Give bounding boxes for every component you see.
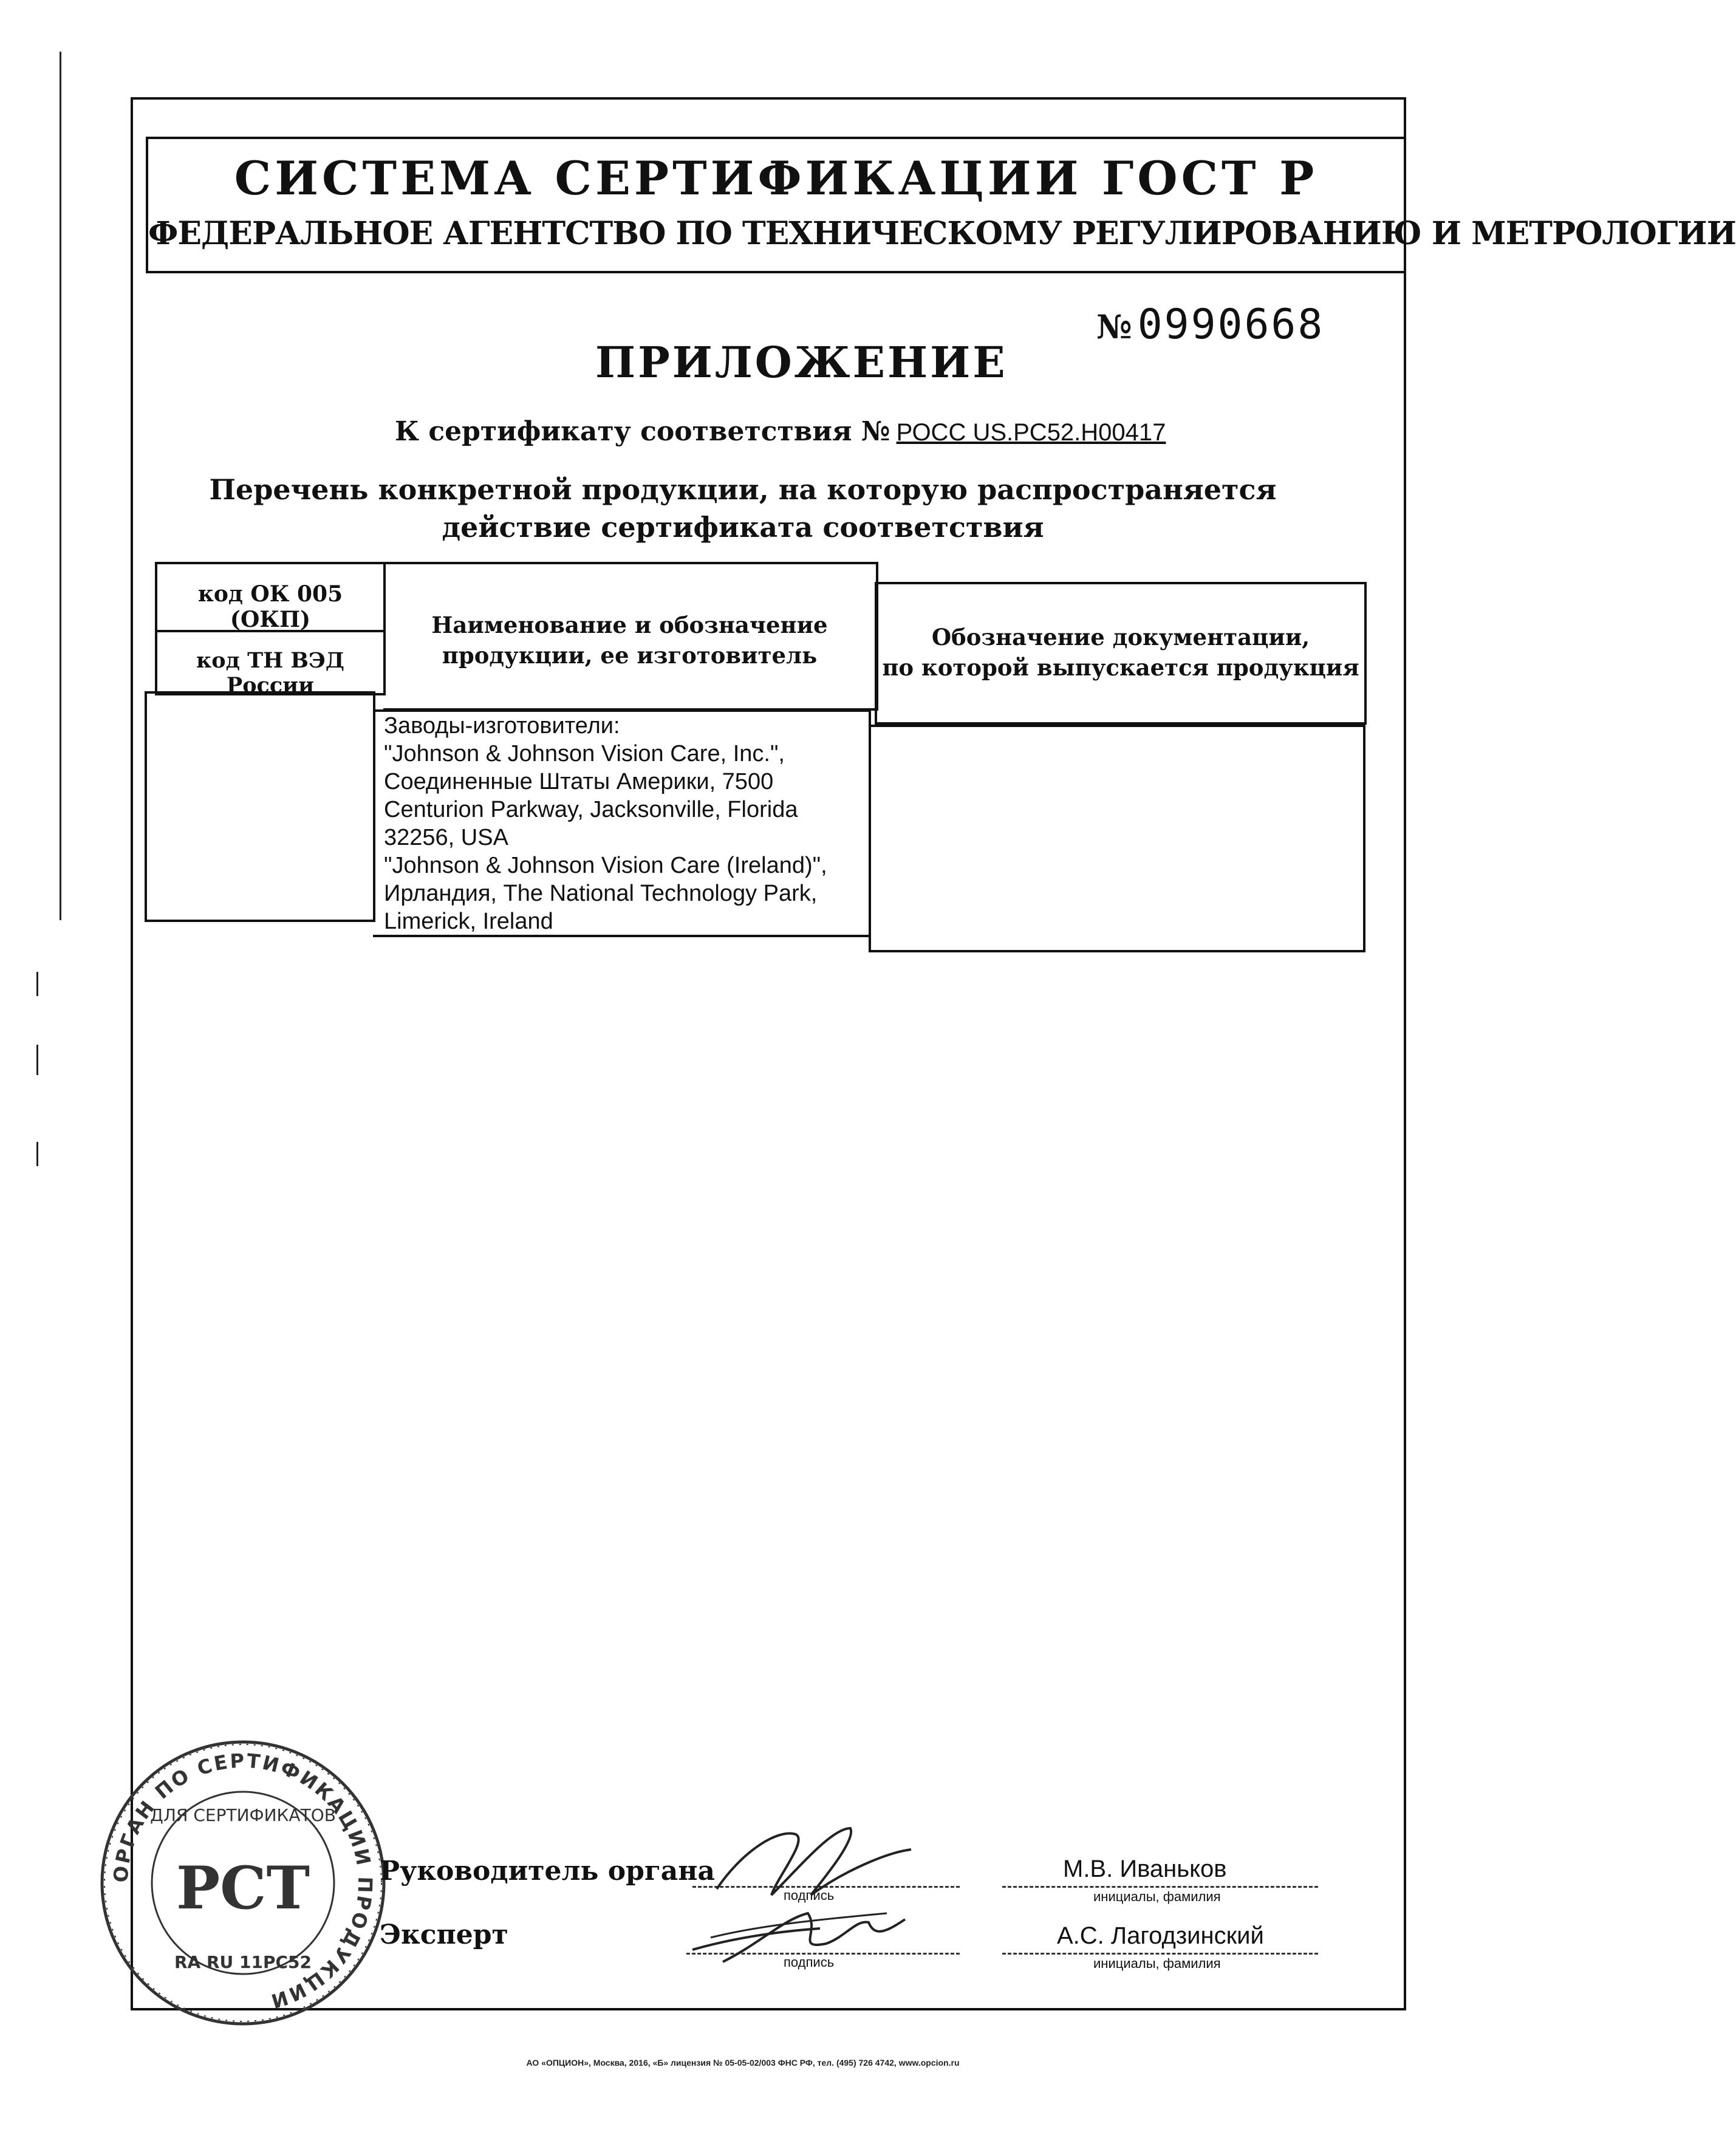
name-header-cell — [383, 562, 878, 711]
manufacturers-list — [384, 712, 864, 935]
header-box — [146, 137, 1736, 273]
manufacturer-line: Centurion Parkway, Jacksonville, Florida — [384, 797, 798, 822]
head-name-caption: инициалы, фамилия — [1093, 1889, 1221, 1904]
certificate-reference — [395, 416, 1166, 447]
list-title — [182, 471, 1304, 546]
header-documentation-line1: Обозначение документации, — [931, 624, 1310, 651]
certificate-number: РОСС US.PC52.H00417 — [896, 419, 1166, 446]
header-code-okp: код ОК 005 (ОКП) — [197, 581, 343, 632]
stamp-inner-text: ДЛЯ СЕРТИФИКАТОВ — [150, 1805, 336, 1825]
code-header-divider — [157, 630, 383, 632]
manufacturer-line: 32256, USA — [384, 825, 508, 850]
system-title: СИСТЕМА СЕРТИФИКАЦИИ ГОСТ Р — [234, 151, 1318, 205]
stamp-emblem: РСТ — [176, 1854, 310, 1922]
number-sign: № — [1096, 307, 1134, 346]
code-body-cell — [145, 691, 375, 922]
manufacturer-line: Соединенные Штаты Америки, 7500 — [384, 769, 774, 794]
stamp-code: RA RU 11PC52 — [174, 1952, 312, 1972]
document-number — [1096, 301, 1324, 349]
expert-signature-caption: подпись — [784, 1955, 835, 1970]
head-name-line — [1002, 1886, 1318, 1888]
expert-name-caption: инициалы, фамилия — [1093, 1956, 1221, 1971]
list-title-line1: Перечень конкретной продукции, на которую распространяется — [209, 473, 1277, 506]
manufacturer-line: Limerick, Ireland — [384, 909, 553, 934]
expert-name-line — [1002, 1953, 1318, 1955]
head-signature — [705, 1816, 923, 1907]
head-name: М.В. Иваньков — [1063, 1856, 1227, 1882]
printer-info: АО «ОПЦИОН», Москва, 2016, «Б» лицензия № 05-05-02/003 ФНС РФ, тел. (495) 726 4742, www.opcion.ru — [526, 2058, 960, 2068]
expert-signature — [686, 1895, 929, 1968]
certification-stamp — [91, 1731, 395, 2035]
agency-title: ФЕДЕРАЛЬНОЕ АГЕНТСТВО ПО ТЕХНИЧЕСКОМУ РЕГУЛИРОВАНИЮ И МЕТРОЛОГИИ — [148, 215, 1736, 252]
page-title: ПРИЛОЖЕНИЕ — [595, 337, 1008, 388]
code-header-cell — [155, 562, 386, 698]
header-product-name-line1: Наименование и обозначение — [431, 612, 828, 638]
list-title-line2: действие сертификата соответствия — [442, 511, 1044, 544]
number-value: 0990668 — [1137, 301, 1325, 349]
docs-header-cell — [875, 582, 1367, 725]
stamp-outer-text: ОРГАН ПО СЕРТИФИКАЦИИ ПРОДУКЦИИ — [109, 1749, 377, 2013]
expert-signature-label: Эксперт — [380, 1919, 508, 1950]
certificate-prefix: К сертификату соответствия № — [395, 416, 890, 447]
header-documentation-line2: по которой выпускается продукция — [882, 654, 1359, 681]
manufacturer-line: "Johnson & Johnson Vision Care (Ireland)", — [384, 853, 827, 878]
header-product-name-line2: продукции, ее изготовитель — [442, 642, 818, 669]
scan-edge-line — [60, 52, 61, 920]
documentation-body-cell — [869, 725, 1365, 952]
scan-edge-dash — [36, 1045, 38, 1075]
head-signature-caption: подпись — [784, 1888, 835, 1903]
header-code-tn: код ТН ВЭД России — [196, 648, 344, 698]
scan-edge-dash — [36, 972, 38, 996]
scan-edge-dash — [36, 1142, 38, 1166]
head-signature-label: Руководитель органа — [380, 1856, 716, 1887]
manufacturer-line: Заводы-изготовители: — [384, 713, 620, 739]
manufacturer-line: Ирландия, The National Technology Park, — [384, 881, 818, 906]
manufacturer-line: "Johnson & Johnson Vision Care, Inc.", — [384, 741, 785, 767]
header-product-name — [383, 610, 876, 671]
expert-name: А.С. Лагодзинский — [1057, 1922, 1264, 1949]
header-documentation — [877, 622, 1364, 683]
manufacturers-cell — [373, 709, 871, 937]
